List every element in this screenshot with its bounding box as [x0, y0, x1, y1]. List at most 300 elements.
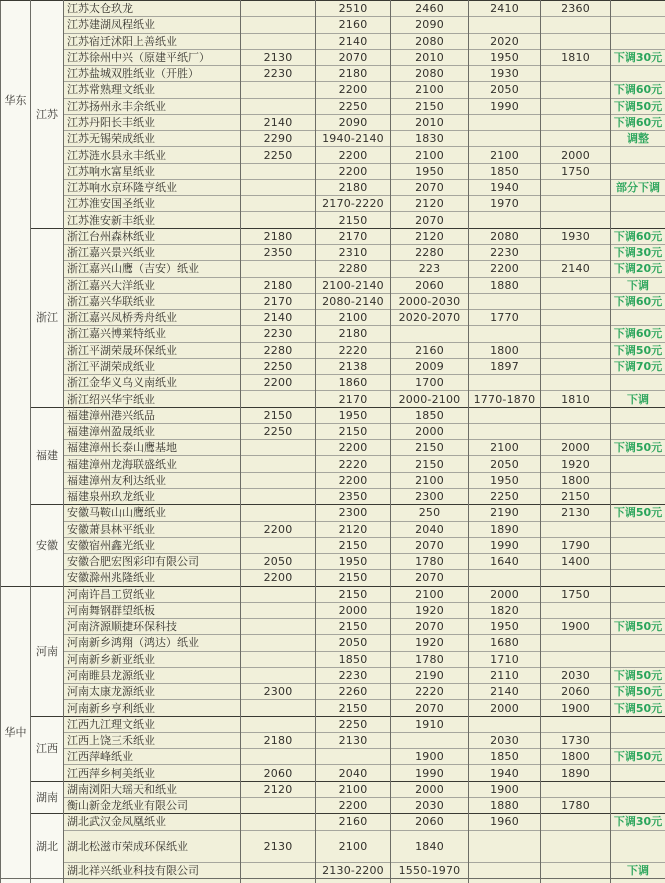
table-row	[1, 179, 665, 195]
price-cell	[469, 131, 541, 147]
price-cell	[541, 244, 611, 260]
remark-cell: 下调60元	[611, 114, 665, 130]
company-cell: 河南济源顺捷环保科技	[64, 619, 241, 635]
price-cell	[469, 375, 541, 391]
company-cell: 江苏宿迁沭阳上善纸业	[64, 33, 241, 49]
remark-cell: 下调50元	[611, 505, 665, 521]
remark-cell	[611, 407, 665, 423]
table-row	[1, 716, 665, 732]
price-cell: 1950	[316, 407, 391, 423]
price-cell: 2130-2200	[316, 863, 391, 879]
price-cell: 2200	[316, 440, 391, 456]
price-cell	[469, 863, 541, 879]
price-cell	[241, 635, 316, 651]
price-cell: 1897	[469, 358, 541, 374]
price-cell	[241, 391, 316, 407]
price-cell: 1900	[541, 619, 611, 635]
price-cell	[241, 33, 316, 49]
price-cell: 1920	[391, 602, 469, 618]
price-cell: 1860	[316, 375, 391, 391]
remark-cell	[611, 781, 665, 797]
remark-cell: 下调70元	[611, 358, 665, 374]
remark-cell: 下调60元	[611, 293, 665, 309]
price-cell	[391, 326, 469, 342]
remark-cell	[611, 537, 665, 553]
price-cell: 2100	[316, 781, 391, 797]
company-cell: 浙江绍兴华宇纸业	[64, 391, 241, 407]
price-cell	[541, 179, 611, 195]
price-cell: 2140	[241, 114, 316, 130]
price-cell: 1780	[391, 651, 469, 667]
price-cell: 2030	[391, 798, 469, 814]
table-row	[1, 765, 665, 781]
table-row	[1, 798, 665, 814]
table-row	[1, 82, 665, 98]
remark-cell	[611, 488, 665, 504]
table-row	[1, 586, 665, 602]
remark-cell	[611, 1, 665, 17]
company-cell: 浙江嘉兴山鹰（吉安）纸业	[64, 261, 241, 277]
company-cell: 江苏淮安国圣纸业	[64, 196, 241, 212]
price-cell: 1680	[469, 635, 541, 651]
price-cell	[469, 716, 541, 732]
table-row	[1, 619, 665, 635]
price-cell	[241, 863, 316, 879]
price-cell: 2310	[316, 244, 391, 260]
price-cell	[541, 375, 611, 391]
table-row	[1, 261, 665, 277]
price-cell: 1890	[541, 765, 611, 781]
remark-cell: 下调50元	[611, 440, 665, 456]
remark-cell	[611, 33, 665, 49]
price-cell: 2280	[391, 244, 469, 260]
price-cell: 2030	[541, 667, 611, 683]
price-cell	[469, 326, 541, 342]
price-cell: 2050	[469, 456, 541, 472]
price-cell: 2460	[391, 1, 469, 17]
price-cell: 1990	[469, 537, 541, 553]
price-cell: 2180	[316, 66, 391, 82]
price-cell: 2070	[391, 179, 469, 195]
price-cell: 1550-1970	[391, 863, 469, 879]
price-cell: 2230	[316, 667, 391, 683]
table-row	[1, 440, 665, 456]
price-cell	[241, 667, 316, 683]
price-cell: 2100	[469, 147, 541, 163]
table-row	[1, 196, 665, 212]
table-row	[1, 814, 665, 830]
remark-cell	[611, 423, 665, 439]
price-cell: 2070	[391, 537, 469, 553]
price-cell: 2150	[316, 700, 391, 716]
price-cell: 2100	[391, 586, 469, 602]
company-cell: 浙江台州森林纸业	[64, 228, 241, 244]
price-cell: 2060	[391, 814, 469, 830]
company-cell: 江西九江理文纸业	[64, 716, 241, 732]
remark-cell	[611, 66, 665, 82]
price-cell: 2150	[316, 423, 391, 439]
price-cell	[541, 82, 611, 98]
price-cell: 2200	[241, 521, 316, 537]
remark-cell: 下调50元	[611, 749, 665, 765]
price-cell: 2230	[241, 326, 316, 342]
price-cell: 2230	[469, 244, 541, 260]
price-cell: 1950	[469, 49, 541, 65]
price-cell: 2070	[316, 49, 391, 65]
table-row	[1, 781, 665, 797]
price-cell	[241, 456, 316, 472]
table-row	[1, 472, 665, 488]
remark-cell	[611, 521, 665, 537]
table-row	[1, 732, 665, 748]
price-cell	[541, 602, 611, 618]
province-cell: 安徽	[31, 505, 64, 586]
remark-cell: 下调50元	[611, 667, 665, 683]
table-row	[1, 163, 665, 179]
company-cell: 衡山新金龙纸业有限公司	[64, 798, 241, 814]
price-cell: 2410	[469, 1, 541, 17]
price-cell: 2070	[391, 570, 469, 586]
table-row	[1, 114, 665, 130]
price-cell: 2140	[241, 310, 316, 326]
price-cell: 2000	[541, 147, 611, 163]
price-cell: 2170	[316, 391, 391, 407]
price-cell	[241, 619, 316, 635]
company-cell: 江西萍乡柯美纸业	[64, 765, 241, 781]
company-cell: 浙江嘉兴博莱特纸业	[64, 326, 241, 342]
price-cell: 1920	[541, 456, 611, 472]
company-cell: 河南太康龙源纸业	[64, 684, 241, 700]
price-cell	[469, 407, 541, 423]
price-cell: 2138	[316, 358, 391, 374]
table-row	[1, 830, 665, 863]
price-cell: 2280	[241, 342, 316, 358]
price-cell: 2200	[316, 147, 391, 163]
price-cell: 1780	[541, 798, 611, 814]
company-cell: 江苏徐州中兴（原建平纸厂）	[64, 49, 241, 65]
price-cell: 2020-2070	[391, 310, 469, 326]
price-cell	[241, 602, 316, 618]
price-cell: 2140	[316, 33, 391, 49]
company-cell: 浙江平湖荣成纸业	[64, 358, 241, 374]
price-cell	[541, 570, 611, 586]
price-cell	[241, 716, 316, 732]
company-cell: 湖北武汉金凤凰纸业	[64, 814, 241, 830]
remark-cell	[611, 163, 665, 179]
price-cell: 2170-2220	[316, 196, 391, 212]
province-cell: 江西	[31, 716, 64, 781]
price-cell: 2100-2140	[316, 277, 391, 293]
remark-cell	[611, 456, 665, 472]
price-cell	[541, 521, 611, 537]
price-cell: 2250	[316, 716, 391, 732]
price-cell	[541, 407, 611, 423]
price-cell: 1830	[391, 131, 469, 147]
price-cell	[241, 798, 316, 814]
price-cell	[241, 98, 316, 114]
price-cell	[541, 17, 611, 33]
remark-cell: 下调60元	[611, 82, 665, 98]
price-cell: 2100	[391, 472, 469, 488]
price-cell	[541, 423, 611, 439]
price-cell: 1790	[541, 537, 611, 553]
company-cell: 江西上饶三禾纸业	[64, 732, 241, 748]
remark-cell: 下调	[611, 391, 665, 407]
province-cell: 浙江	[31, 228, 64, 407]
price-cell	[541, 863, 611, 879]
price-cell	[241, 749, 316, 765]
price-cell: 2190	[469, 505, 541, 521]
company-cell: 福建漳州龙海联盛纸业	[64, 456, 241, 472]
table-row	[1, 521, 665, 537]
price-cell	[241, 814, 316, 830]
price-cell: 2130	[541, 505, 611, 521]
table-row	[1, 667, 665, 683]
price-cell: 2040	[316, 765, 391, 781]
price-cell	[541, 131, 611, 147]
price-cell: 2160	[391, 342, 469, 358]
price-cell: 1880	[469, 277, 541, 293]
price-cell	[241, 163, 316, 179]
price-cell: 1910	[391, 716, 469, 732]
table-row	[1, 635, 665, 651]
price-cell: 2200	[469, 261, 541, 277]
price-cell	[241, 440, 316, 456]
company-cell: 福建漳州长泰山鹰基地	[64, 440, 241, 456]
table-row	[1, 456, 665, 472]
price-cell: 2250	[241, 147, 316, 163]
remark-cell	[611, 472, 665, 488]
price-cell: 2080	[391, 33, 469, 49]
price-cell	[541, 33, 611, 49]
price-cell: 1750	[541, 163, 611, 179]
price-cell	[241, 586, 316, 602]
remark-cell: 下调50元	[611, 98, 665, 114]
company-cell: 湖北松滋市荣成环保纸业	[64, 830, 241, 863]
remark-cell	[611, 212, 665, 228]
price-cell: 2120	[316, 521, 391, 537]
price-cell: 2250	[316, 98, 391, 114]
company-cell: 江西萍峰纸业	[64, 749, 241, 765]
price-cell: 2160	[316, 814, 391, 830]
price-cell: 2140	[469, 684, 541, 700]
remark-cell: 部分下调	[611, 179, 665, 195]
company-cell: 河南舞钢群望纸板	[64, 602, 241, 618]
company-cell: 河南新乡亨利纸业	[64, 700, 241, 716]
table-row	[1, 602, 665, 618]
province-cell: 河南	[31, 586, 64, 716]
partial-cell	[469, 879, 541, 883]
price-table-body	[1, 1, 665, 883]
table-row	[1, 651, 665, 667]
price-cell: 2050	[316, 635, 391, 651]
company-cell: 江苏建湖凤程纸业	[64, 17, 241, 33]
company-cell: 江苏涟水县永丰纸业	[64, 147, 241, 163]
price-cell: 1750	[541, 586, 611, 602]
price-cell: 2020	[469, 33, 541, 49]
price-cell: 1990	[469, 98, 541, 114]
price-cell: 2250	[241, 423, 316, 439]
price-cell: 2080	[469, 228, 541, 244]
price-cell: 1900	[469, 781, 541, 797]
price-cell: 2000-2100	[391, 391, 469, 407]
remark-cell	[611, 570, 665, 586]
price-cell	[469, 212, 541, 228]
price-cell: 2120	[391, 228, 469, 244]
price-cell	[541, 830, 611, 863]
price-cell: 2150	[316, 619, 391, 635]
company-cell: 江苏无锡荣成纸业	[64, 131, 241, 147]
price-cell	[241, 651, 316, 667]
price-cell	[541, 635, 611, 651]
remark-cell: 下调30元	[611, 814, 665, 830]
table-row	[1, 98, 665, 114]
remark-cell	[611, 798, 665, 814]
price-cell: 2000	[391, 423, 469, 439]
price-cell: 2150	[316, 586, 391, 602]
remark-cell	[611, 602, 665, 618]
remark-cell: 调整	[611, 131, 665, 147]
region-cell: 华中	[1, 586, 31, 879]
price-cell: 1850	[469, 163, 541, 179]
table-row	[1, 684, 665, 700]
partial-cell	[316, 879, 391, 883]
company-cell: 河南许昌工贸纸业	[64, 586, 241, 602]
price-cell: 2040	[391, 521, 469, 537]
table-row	[1, 554, 665, 570]
price-cell	[241, 82, 316, 98]
price-cell	[541, 326, 611, 342]
province-cell: 江苏	[31, 1, 64, 229]
price-cell: 2100	[316, 310, 391, 326]
price-cell	[541, 66, 611, 82]
table-row	[1, 310, 665, 326]
remark-cell	[611, 554, 665, 570]
price-cell: 2150	[541, 488, 611, 504]
remark-cell	[611, 310, 665, 326]
price-cell: 2060	[241, 765, 316, 781]
price-cell: 2060	[391, 277, 469, 293]
price-cell: 1400	[541, 554, 611, 570]
price-cell	[469, 114, 541, 130]
price-cell	[541, 814, 611, 830]
company-cell: 安徽合肥宏图彩印有限公司	[64, 554, 241, 570]
price-cell: 1810	[541, 49, 611, 65]
price-cell: 1950	[469, 619, 541, 635]
remark-cell	[611, 375, 665, 391]
price-cell: 2200	[316, 798, 391, 814]
company-cell: 浙江嘉兴凤桥秀舟纸业	[64, 310, 241, 326]
price-cell	[541, 781, 611, 797]
price-cell: 2230	[241, 66, 316, 82]
price-cell: 2180	[316, 179, 391, 195]
table-row	[1, 212, 665, 228]
table-row	[1, 147, 665, 163]
price-cell: 1940	[469, 179, 541, 195]
table-row	[1, 33, 665, 49]
price-cell	[541, 212, 611, 228]
province-cell: 湖北	[31, 814, 64, 879]
company-cell: 福建泉州玖龙纸业	[64, 488, 241, 504]
table-row	[1, 375, 665, 391]
company-cell: 福建漳州港兴纸品	[64, 407, 241, 423]
price-cell: 2300	[391, 488, 469, 504]
price-cell: 1800	[541, 749, 611, 765]
price-cell: 2000	[391, 781, 469, 797]
price-cell: 2130	[241, 49, 316, 65]
remark-cell	[611, 716, 665, 732]
remark-cell	[611, 765, 665, 781]
remark-cell: 下调50元	[611, 684, 665, 700]
price-cell	[541, 310, 611, 326]
price-cell: 2190	[391, 667, 469, 683]
company-cell: 湖南浏阳大瑶天和纸业	[64, 781, 241, 797]
price-cell	[241, 488, 316, 504]
partial-cell	[64, 879, 241, 883]
table-row	[1, 537, 665, 553]
price-cell: 2120	[241, 781, 316, 797]
price-cell: 1880	[469, 798, 541, 814]
remark-cell	[611, 732, 665, 748]
remark-cell: 下调	[611, 863, 665, 879]
price-cell: 2080	[391, 66, 469, 82]
table-row	[1, 66, 665, 82]
price-cell: 2010	[391, 114, 469, 130]
price-cell: 2180	[241, 732, 316, 748]
region-cell: 华东	[1, 1, 31, 587]
table-row	[1, 700, 665, 716]
price-cell: 1900	[391, 749, 469, 765]
price-cell: 2150	[391, 440, 469, 456]
price-cell: 1700	[391, 375, 469, 391]
price-cell	[541, 342, 611, 358]
price-cell	[469, 17, 541, 33]
price-cell: 2000	[469, 700, 541, 716]
table-row	[1, 326, 665, 342]
price-cell: 2090	[316, 114, 391, 130]
price-cell: 2090	[391, 17, 469, 33]
table-row	[1, 423, 665, 439]
table-row	[1, 407, 665, 423]
price-cell: 2250	[241, 358, 316, 374]
price-cell: 2200	[241, 375, 316, 391]
price-cell	[541, 196, 611, 212]
price-cell: 1820	[469, 602, 541, 618]
table-row	[1, 293, 665, 309]
province-cell: 福建	[31, 407, 64, 505]
price-cell: 1850	[316, 651, 391, 667]
price-cell	[241, 196, 316, 212]
price-cell: 2220	[391, 684, 469, 700]
price-cell	[241, 17, 316, 33]
price-cell: 2170	[316, 228, 391, 244]
province-cell: 湖南	[31, 781, 64, 814]
price-cell	[241, 505, 316, 521]
remark-cell: 下调50元	[611, 619, 665, 635]
price-cell: 1850	[391, 407, 469, 423]
price-cell: 2200	[316, 163, 391, 179]
price-cell	[541, 293, 611, 309]
table-row-partial	[1, 879, 665, 883]
price-cell: 2070	[391, 212, 469, 228]
partial-cell	[31, 879, 64, 883]
price-cell: 2050	[469, 82, 541, 98]
price-cell: 1940	[469, 765, 541, 781]
remark-cell	[611, 586, 665, 602]
remark-cell: 下调60元	[611, 228, 665, 244]
price-cell: 2000-2030	[391, 293, 469, 309]
price-cell: 2010	[391, 49, 469, 65]
